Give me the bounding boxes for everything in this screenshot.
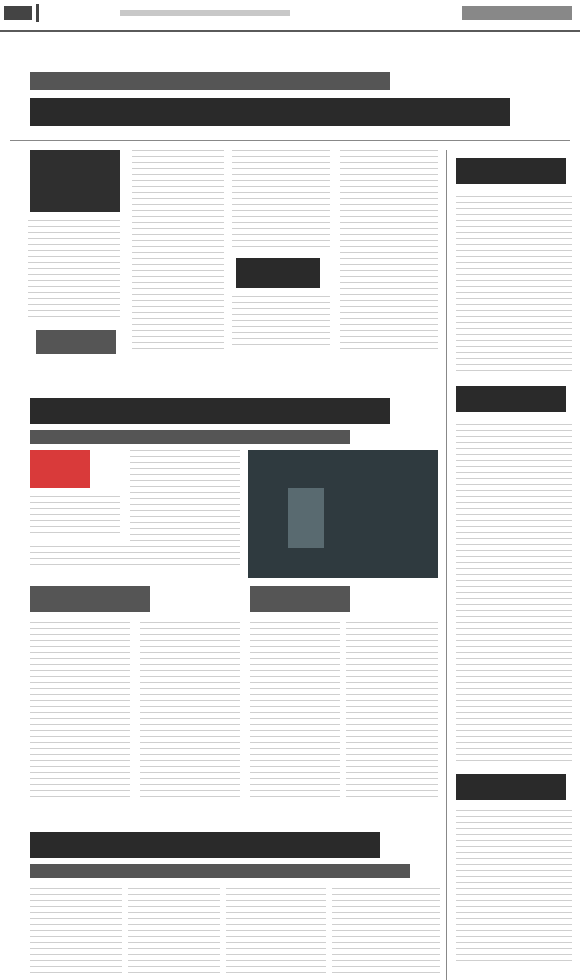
third-story	[0, 820, 446, 980]
sidebar-text-3	[456, 810, 572, 966]
second-body-col-5	[346, 622, 438, 802]
third-body-col-1	[30, 888, 122, 976]
second-headline	[30, 398, 390, 424]
photo	[248, 450, 438, 578]
divider	[10, 140, 570, 141]
sidebar-headline-1	[456, 158, 566, 184]
subhead	[236, 258, 320, 288]
sidebar-text-2	[456, 424, 572, 764]
lede-text	[30, 496, 120, 536]
second-story	[0, 390, 446, 810]
body-col-1	[132, 150, 224, 350]
pipe-valve	[288, 488, 324, 548]
main-headline	[30, 98, 510, 126]
third-body-col-2	[128, 888, 220, 976]
sidebar	[452, 150, 576, 970]
third-headline	[30, 832, 380, 858]
sidebar-text-1	[456, 196, 572, 376]
body-col-2b	[232, 296, 330, 350]
body-col-2	[232, 150, 330, 250]
second-body-col-4	[250, 622, 340, 802]
promo-graphic	[30, 450, 90, 488]
side-subhead	[30, 586, 150, 612]
pull-quote	[36, 330, 116, 354]
sidebar-headline-2	[456, 386, 566, 412]
second-body-col-1	[130, 450, 240, 542]
body-col-3	[340, 150, 438, 350]
photo-caption	[30, 546, 240, 570]
sidebar-headline-3	[456, 774, 566, 800]
kicker-line	[30, 72, 390, 90]
column-logo	[30, 150, 120, 212]
second-body-col-2	[30, 622, 130, 802]
second-subhead	[30, 430, 350, 444]
third-body-col-4	[332, 888, 440, 976]
third-body-col-3	[226, 888, 326, 976]
third-subhead	[30, 864, 410, 878]
column-divider	[446, 150, 447, 980]
second-body-col-3	[140, 622, 240, 802]
intro-text	[28, 220, 120, 320]
inner-subhead	[250, 586, 350, 612]
